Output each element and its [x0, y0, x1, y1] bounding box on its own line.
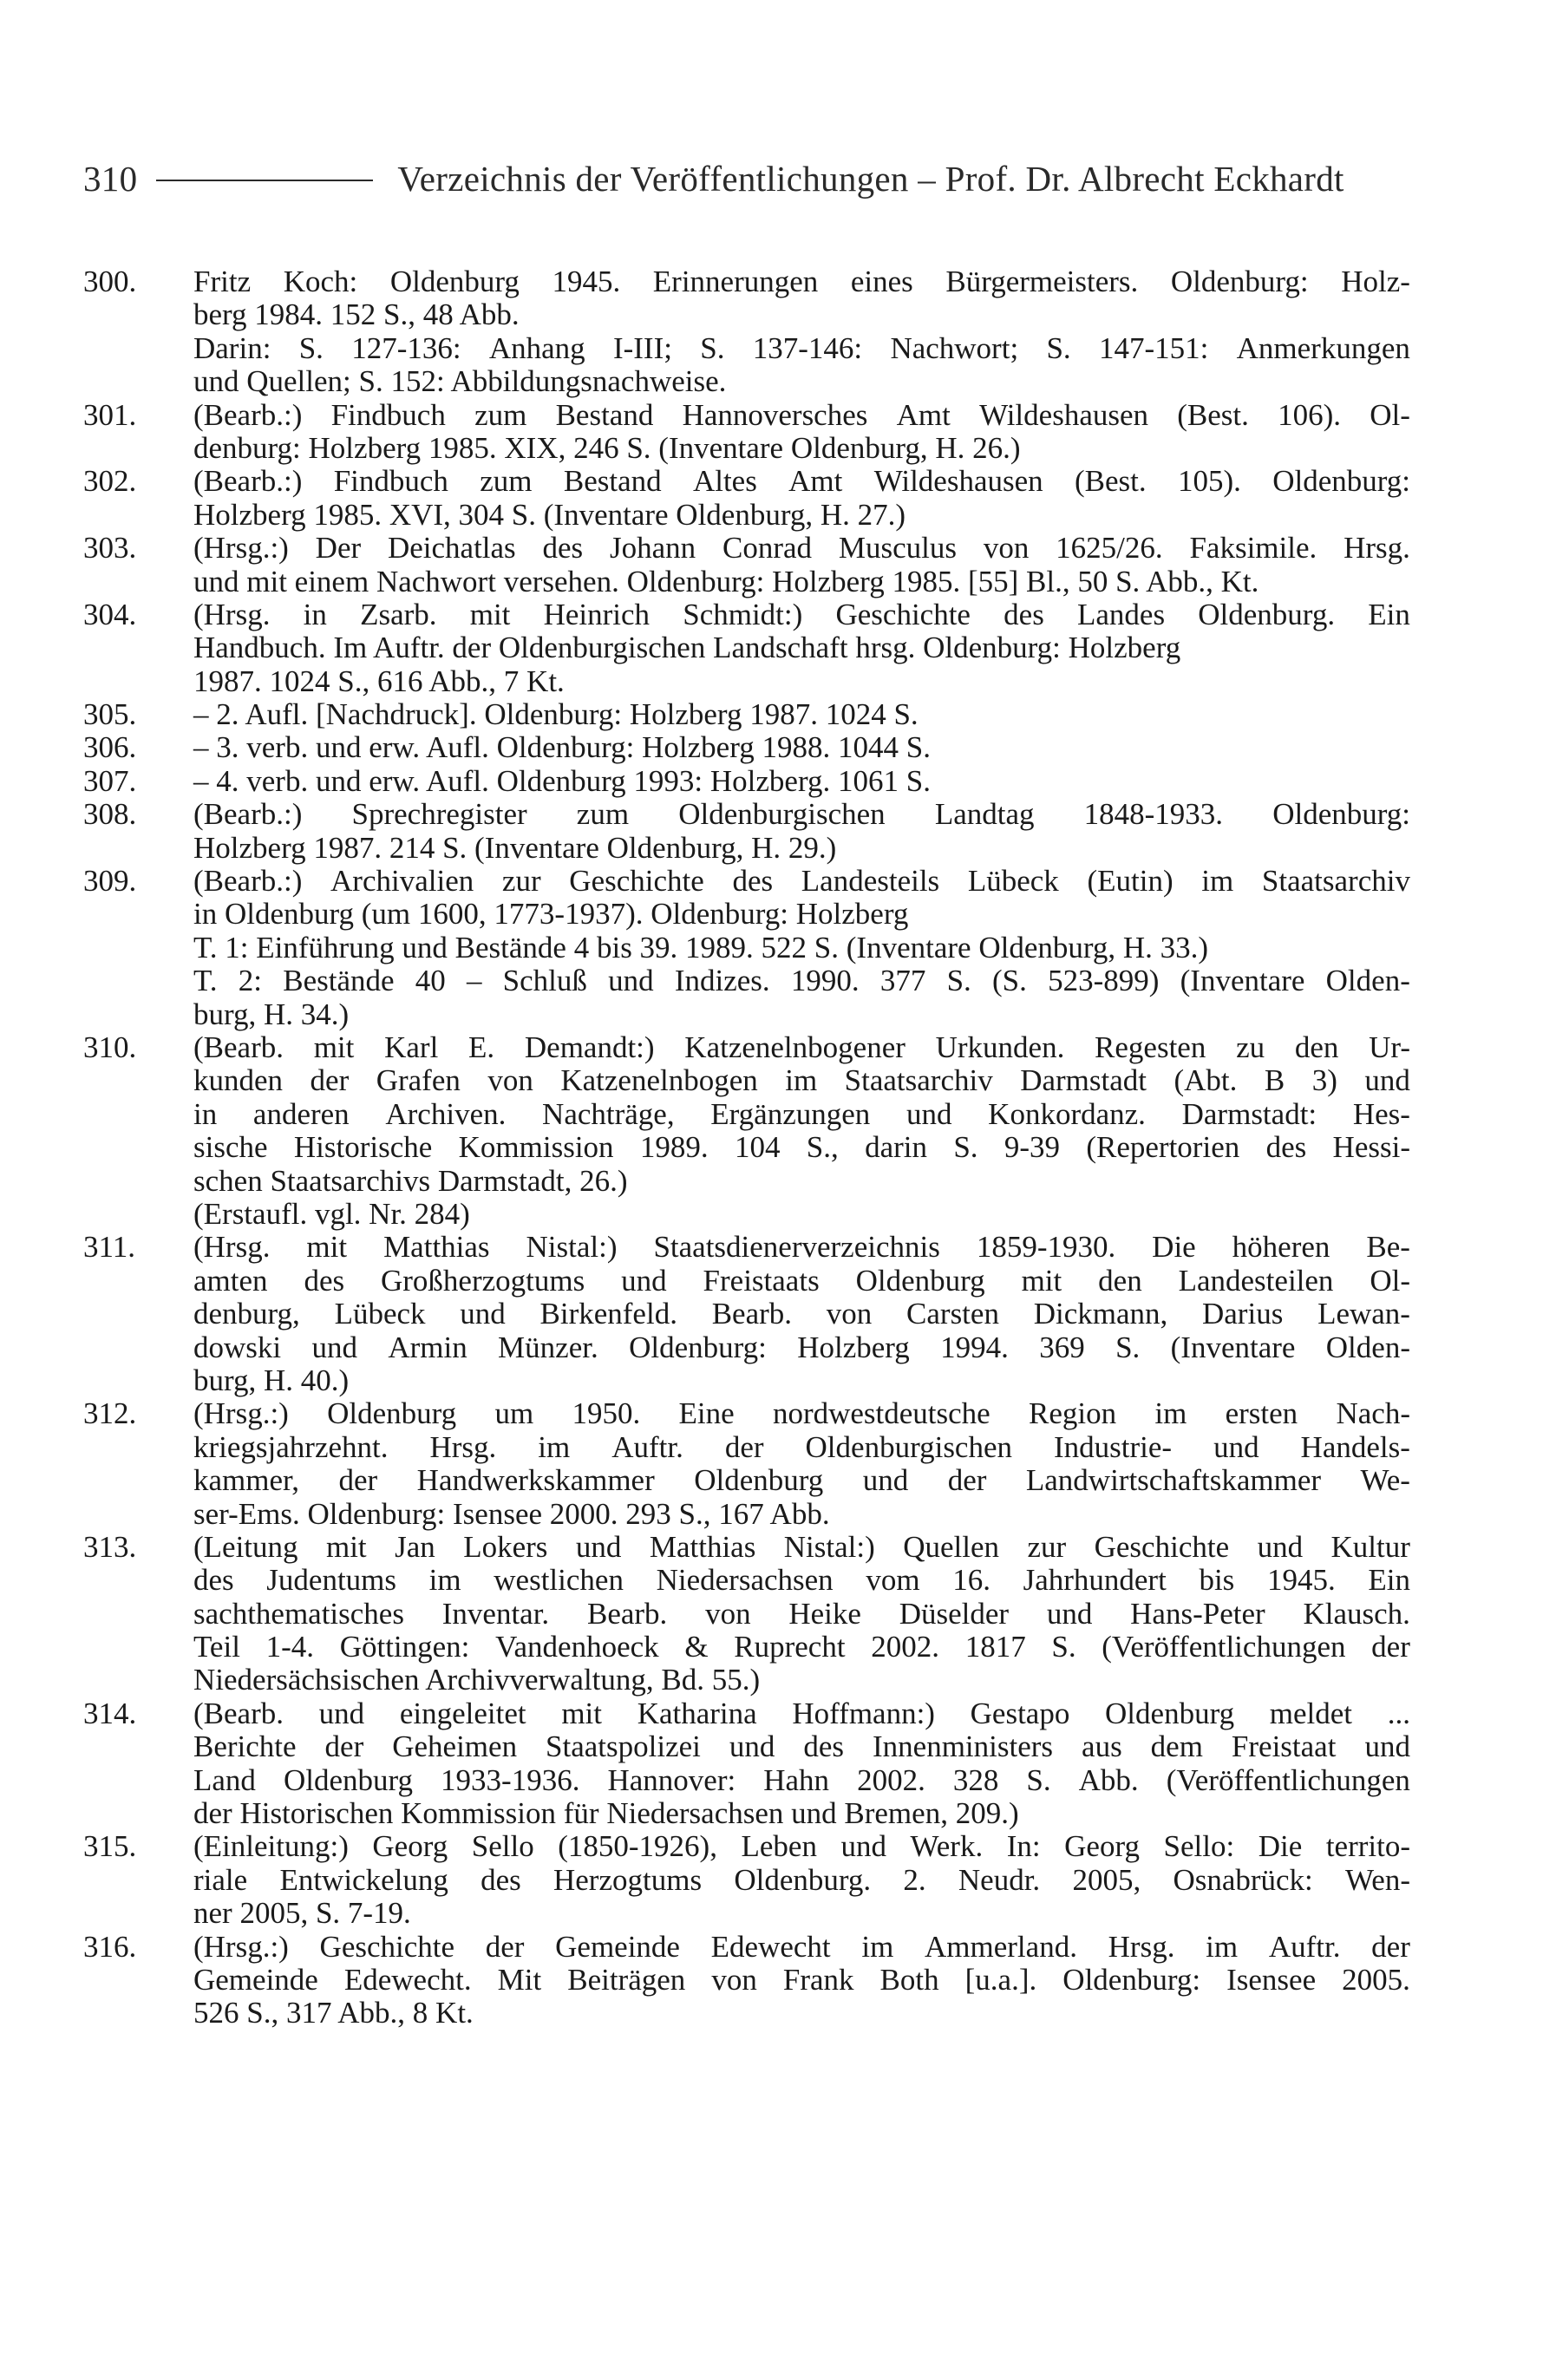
bibliography-entry	[83, 765, 1410, 798]
entry-number: 315.	[83, 1829, 137, 1864]
bibliography-entry	[83, 1531, 1410, 1697]
entry-number: 301.	[83, 397, 137, 432]
entry-line: schen Staatsarchivs Darmstadt, 26.)	[193, 1163, 628, 1198]
entry-line: (Hrsg.:) Oldenburg um 1950. Eine nordwestdeutsche Region im ersten Nach-	[193, 1396, 1410, 1431]
entry-line: (Bearb.:) Archivalien zur Geschichte des Landesteils Lübeck (Eutin) im Staatsarchiv	[193, 864, 1410, 899]
bibliography-entry	[83, 265, 1410, 399]
entry-line: Berichte der Geheimen Staatspolizei und des Innenministers aus dem Freistaat und	[193, 1729, 1410, 1764]
running-head	[83, 154, 1410, 203]
bibliography-entry	[83, 731, 1410, 764]
entry-text	[193, 731, 1410, 764]
entry-line: (Hrsg. mit Matthias Nistal:) Staatsdienerverzeichnis 1859-1930. Die höheren Be-	[193, 1230, 1410, 1265]
entry-text	[193, 1830, 1410, 1930]
entry-line: Gemeinde Edewecht. Mit Beiträgen von Frank Both [u.a.]. Oldenburg: Isensee 2005.	[193, 1962, 1410, 1997]
entry-number: 304.	[83, 597, 137, 631]
bibliography-entry	[83, 1697, 1410, 1831]
entry-line: – 4. verb. und erw. Aufl. Oldenburg 1993: Holzberg. 1061 S.	[193, 763, 931, 798]
entry-line: und Quellen; S. 152: Abbildungsnachweise.	[193, 364, 727, 399]
bibliography-entry	[83, 865, 1410, 1031]
entry-number: 305.	[83, 697, 137, 732]
entry-text	[193, 399, 1410, 466]
entry-line: ser-Ems. Oldenburg: Isensee 2000. 293 S., 167 Abb.	[193, 1496, 830, 1531]
entry-number: 313.	[83, 1529, 137, 1564]
entry-line: (Bearb. mit Karl E. Demandt:) Katzenelnbogener Urkunden. Regesten zu den Ur-	[193, 1030, 1410, 1065]
entry-line: Fritz Koch: Oldenburg 1945. Erinnerungen eines Bürgermeisters. Oldenburg: Holz-	[193, 265, 1410, 298]
running-title: Verzeichnis der Veröffentlichungen – Prof. Dr. Albrecht Eckhardt	[397, 159, 1344, 199]
entry-text	[193, 265, 1410, 399]
entry-line: (Leitung mit Jan Lokers und Matthias Nistal:) Quellen zur Geschichte und Kultur	[193, 1529, 1410, 1564]
entry-line: ner 2005, S. 7-19.	[193, 1896, 411, 1931]
entry-line: Teil 1-4. Göttingen: Vandenhoeck & Ruprecht 2002. 1817 S. (Veröffentlichungen der	[193, 1630, 1410, 1664]
bibliography-entry	[83, 1031, 1410, 1231]
entry-number: 302.	[83, 464, 137, 499]
entry-number: 312.	[83, 1396, 137, 1431]
entry-line: T. 1: Einführung und Bestände 4 bis 39. 1989. 522 S. (Inventare Oldenburg, H. 33.)	[193, 930, 1209, 964]
entry-text	[193, 1931, 1410, 2030]
entry-text	[193, 765, 1410, 798]
bibliography-entry	[83, 598, 1410, 698]
bibliography-entry	[83, 1231, 1410, 1397]
entry-line: (Hrsg.:) Der Deichatlas des Johann Conrad Musculus von 1625/26. Faksimile. Hrsg.	[193, 531, 1410, 566]
page-number: 310	[83, 159, 138, 199]
entry-number: 309.	[83, 864, 137, 899]
entry-number: 311.	[83, 1230, 135, 1265]
bibliography-entry	[83, 1931, 1410, 2030]
entry-text	[193, 865, 1410, 1031]
entry-text	[193, 698, 1410, 731]
entry-text	[193, 798, 1410, 865]
bibliography-entry	[83, 1830, 1410, 1930]
entry-line: (Einleitung:) Georg Sello (1850-1926), Leben und Werk. In: Georg Sello: Die territo-	[193, 1829, 1410, 1864]
entry-line: burg, H. 34.)	[193, 997, 350, 1031]
entry-number: 310.	[83, 1030, 137, 1065]
bibliography-entry	[83, 399, 1410, 466]
bibliography-entry	[83, 798, 1410, 865]
entry-line: (Bearb.:) Sprechregister zum Oldenburgischen Landtag 1848-1933. Oldenburg:	[193, 797, 1410, 832]
entry-line: Holzberg 1985. XVI, 304 S. (Inventare Oldenburg, H. 27.)	[193, 497, 906, 532]
entry-line: des Judentums im westlichen Niedersachsen vom 16. Jahrhundert bis 1945. Ein	[193, 1563, 1410, 1598]
bibliography-entry	[83, 698, 1410, 731]
entry-number: 314.	[83, 1696, 137, 1730]
entry-line: in Oldenburg (um 1600, 1773-1937). Oldenburg: Holzberg	[193, 897, 909, 932]
entry-text	[193, 465, 1410, 532]
entry-line: Darin: S. 127-136: Anhang I-III; S. 137-146: Nachwort; S. 147-151: Anmerkungen	[193, 330, 1410, 365]
entry-line: kunden der Grafen von Katzenelnbogen im Staatsarchiv Darmstadt (Abt. B 3) und	[193, 1063, 1410, 1098]
entry-line: Handbuch. Im Auftr. der Oldenburgischen Landschaft hrsg. Oldenburg: Holzberg	[193, 631, 1181, 665]
entry-line: T. 2: Bestände 40 – Schluß und Indizes. 1990. 377 S. (S. 523-899) (Inventare Olden-	[193, 964, 1410, 998]
entry-text	[193, 1231, 1410, 1397]
entry-line: – 2. Aufl. [Nachdruck]. Oldenburg: Holzberg 1987. 1024 S.	[193, 697, 919, 732]
entry-number: 307.	[83, 763, 137, 798]
entry-line: kriegsjahrzehnt. Hrsg. im Auftr. der Oldenburgischen Industrie- und Handels-	[193, 1429, 1410, 1464]
entry-line: sische Historische Kommission 1989. 104 S., darin S. 9-39 (Repertorien des Hessi-	[193, 1130, 1410, 1165]
bibliography-entry	[83, 532, 1410, 598]
entry-line: (Bearb. und eingeleitet mit Katharina Hoffmann:) Gestapo Oldenburg meldet ...	[193, 1696, 1410, 1730]
entry-line: Niedersächsischen Archivverwaltung, Bd. 55.)	[193, 1663, 761, 1697]
entry-line: Holzberg 1987. 214 S. (Inventare Oldenburg, H. 29.)	[193, 830, 837, 865]
header-rule	[156, 180, 373, 181]
bibliography-entry	[83, 465, 1410, 532]
entry-line: (Erstaufl. vgl. Nr. 284)	[193, 1196, 470, 1231]
entry-number: 300.	[83, 265, 137, 298]
entry-line: der Historischen Kommission für Niedersachsen und Bremen, 209.)	[193, 1796, 1019, 1831]
entry-line: – 3. verb. und erw. Aufl. Oldenburg: Holzberg 1988. 1044 S.	[193, 730, 931, 765]
entry-line: riale Entwickelung des Herzogtums Oldenburg. 2. Neudr. 2005, Osnabrück: Wen-	[193, 1862, 1410, 1897]
entry-number: 306.	[83, 730, 137, 765]
entry-line: amten des Großherzogtums und Freistaats Oldenburg mit den Landesteilen Ol-	[193, 1263, 1410, 1298]
entry-line: in anderen Archiven. Nachträge, Ergänzungen und Konkordanz. Darmstadt: Hes-	[193, 1096, 1410, 1131]
entry-line: sachthematisches Inventar. Bearb. von Heike Düselder und Hans-Peter Klausch.	[193, 1596, 1410, 1631]
entry-line: Land Oldenburg 1933-1936. Hannover: Hahn 2002. 328 S. Abb. (Veröffentlichungen	[193, 1762, 1410, 1797]
entry-line: berg 1984. 152 S., 48 Abb.	[193, 298, 520, 332]
entry-line: 1987. 1024 S., 616 Abb., 7 Kt.	[193, 664, 565, 698]
entry-line: (Hrsg.:) Geschichte der Gemeinde Edewecht im Ammerland. Hrsg. im Auftr. der	[193, 1929, 1410, 1964]
entry-line: (Bearb.:) Findbuch zum Bestand Altes Amt Wildeshausen (Best. 105). Oldenburg:	[193, 464, 1410, 499]
entry-line: denburg: Holzberg 1985. XIX, 246 S. (Inventare Oldenburg, H. 26.)	[193, 430, 1021, 465]
entry-text	[193, 1697, 1410, 1831]
entry-line: denburg, Lübeck und Birkenfeld. Bearb. von Carsten Dickmann, Darius Lewan-	[193, 1297, 1410, 1331]
entry-number: 303.	[83, 531, 137, 566]
bibliography-entry	[83, 1397, 1410, 1531]
entry-line: 526 S., 317 Abb., 8 Kt.	[193, 1996, 474, 2030]
entry-line: kammer, der Handwerkskammer Oldenburg und der Landwirtschaftskammer We-	[193, 1463, 1410, 1498]
entry-text	[193, 1031, 1410, 1231]
bibliography-list	[83, 265, 1410, 2030]
entry-text	[193, 598, 1410, 698]
entry-line: burg, H. 40.)	[193, 1363, 350, 1397]
entry-text	[193, 1531, 1410, 1697]
entry-number: 316.	[83, 1929, 137, 1964]
entry-line: und mit einem Nachwort versehen. Oldenburg: Holzberg 1985. [55] Bl., 50 S. Abb., Kt.	[193, 564, 1259, 598]
entry-number: 308.	[83, 797, 137, 832]
entry-text	[193, 532, 1410, 598]
entry-line: dowski und Armin Münzer. Oldenburg: Holzberg 1994. 369 S. (Inventare Olden-	[193, 1330, 1410, 1364]
entry-text	[193, 1397, 1410, 1531]
entry-line: (Hrsg. in Zsarb. mit Heinrich Schmidt:) Geschichte des Landes Oldenburg. Ein	[193, 597, 1410, 631]
entry-line: (Bearb.:) Findbuch zum Bestand Hannoversches Amt Wildeshausen (Best. 106). Ol-	[193, 397, 1410, 432]
